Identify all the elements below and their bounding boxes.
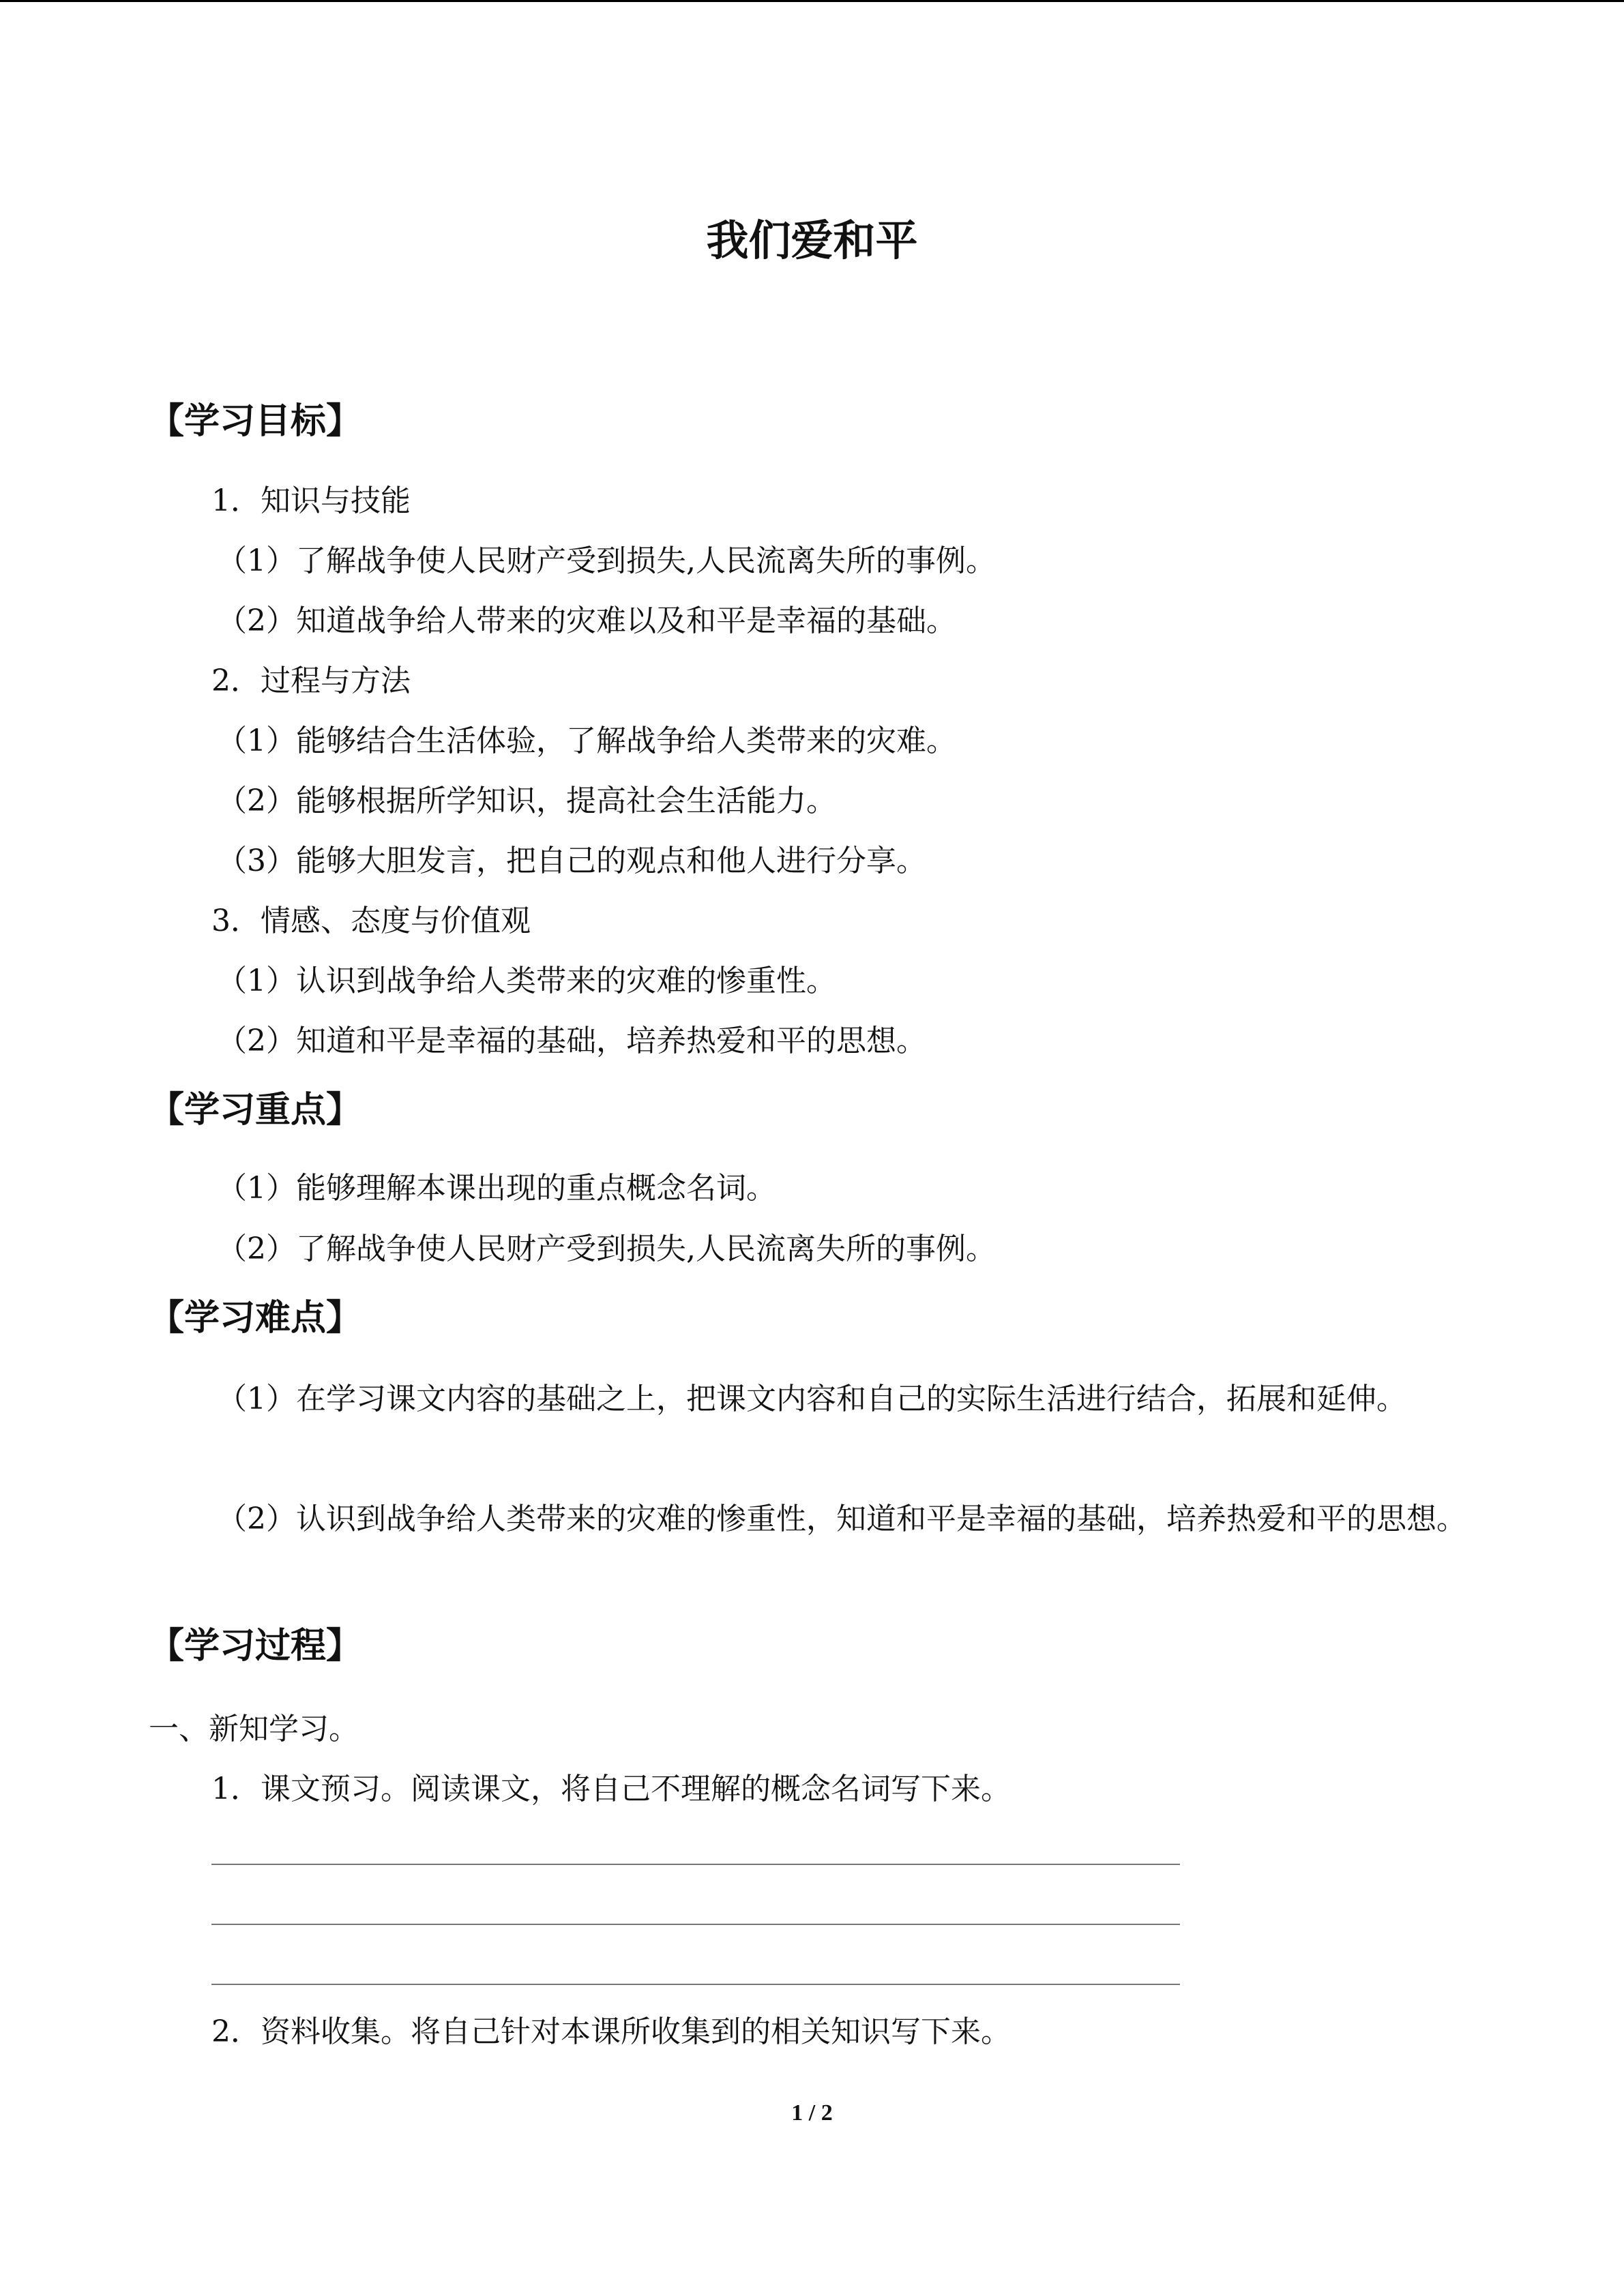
goal-knowledge-title: 1．知识与技能	[211, 483, 411, 518]
section-heading-key-points: 【学习重点】	[149, 1090, 362, 1131]
goal-knowledge-1: （1）了解战争使人民财产受到损失,人民流离失所的事例。	[217, 543, 996, 578]
answer-line[interactable]	[211, 1984, 1180, 1985]
difficulty-1: （1）在学习课文内容的基础之上，把课文内容和自己的实际生活进行结合，拓展和延伸。	[217, 1382, 1406, 1416]
process-step-1: 1．课文预习。阅读课文，将自己不理解的概念名词写下来。	[211, 1772, 1011, 1806]
goal-emotion-title: 3．情感、态度与价值观	[211, 904, 531, 938]
process-step-2: 2．资料收集。将自己针对本课所收集到的相关知识写下来。	[211, 2014, 1011, 2049]
goal-knowledge-2: （2）知道战争给人带来的灾难以及和平是幸福的基础。	[217, 603, 956, 638]
answer-line[interactable]	[211, 1924, 1180, 1925]
difficulty-2: （2）认识到战争给人类带来的灾难的惨重性，知道和平是幸福的基础，培养热爱和平的思想。	[217, 1502, 1466, 1536]
key-point-1: （1）能够理解本课出现的重点概念名词。	[217, 1171, 776, 1206]
goal-process-2: （2）能够根据所学知识，提高社会生活能力。	[217, 784, 836, 818]
page-number: 1 / 2	[791, 2100, 833, 2126]
top-border	[0, 0, 1624, 2]
key-point-2: （2）了解战争使人民财产受到损失,人民流离失所的事例。	[217, 1232, 996, 1266]
goal-process-3: （3）能够大胆发言，把自己的观点和他人进行分享。	[217, 844, 926, 878]
goal-emotion-2: （2）知道和平是幸福的基础，培养热爱和平的思想。	[217, 1024, 926, 1058]
goal-process-1: （1）能够结合生活体验，了解战争给人类带来的灾难。	[217, 724, 956, 758]
goal-emotion-1: （1）认识到战争给人类带来的灾难的惨重性。	[217, 964, 836, 998]
goal-process-title: 2．过程与方法	[211, 664, 411, 698]
section-heading-goals: 【学习目标】	[149, 401, 362, 442]
process-part-1: 一、新知学习。	[149, 1712, 359, 1746]
section-heading-difficulties: 【学习难点】	[149, 1298, 362, 1339]
section-heading-process: 【学习过程】	[149, 1626, 362, 1667]
answer-line[interactable]	[211, 1864, 1180, 1865]
page-title: 我们爱和平	[706, 215, 918, 265]
